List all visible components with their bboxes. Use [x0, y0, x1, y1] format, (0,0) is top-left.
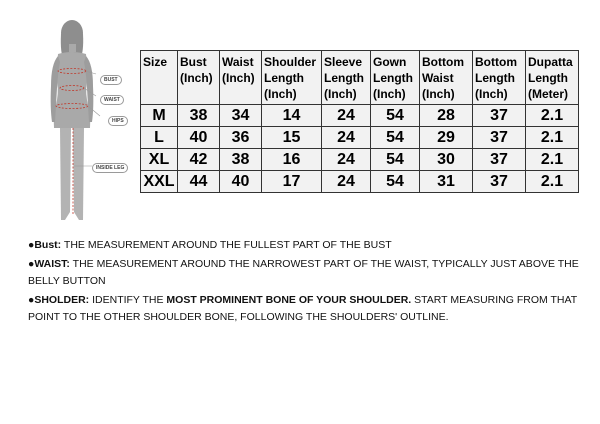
bottom-waist-cell: 29 [420, 127, 473, 149]
size-cell: L [141, 127, 178, 149]
bust-cell: 38 [178, 105, 220, 127]
shoulder-cell: 15 [262, 127, 322, 149]
inside-leg-label: INSIDE LEG [92, 163, 128, 173]
bottom-length-cell: 37 [473, 171, 526, 193]
table-header-row [141, 51, 579, 105]
note-text: THE MEASUREMENT AROUND THE NARROWEST PART OF THE WAIST, TYPICALLY JUST ABOVE THE BELLY BUTTON [28, 258, 579, 287]
dupatta-cell: 2.1 [526, 127, 579, 149]
bottom-waist-cell: 28 [420, 105, 473, 127]
shoulder-cell: 17 [262, 171, 322, 193]
shoulder-cell: 16 [262, 149, 322, 171]
waist-cell: 40 [220, 171, 262, 193]
bust-cell: 40 [178, 127, 220, 149]
gown-cell: 54 [371, 105, 420, 127]
waist-cell: 34 [220, 105, 262, 127]
bottom-length-cell: 37 [473, 127, 526, 149]
bottom-waist-cell: 31 [420, 171, 473, 193]
header-shoulder-length: Shoulder Length (Inch) [262, 51, 322, 105]
header-sleeve-length: Sleeve Length (Inch) [322, 51, 371, 105]
waist-cell: 36 [220, 127, 262, 149]
bullet-icon: ● [28, 258, 35, 270]
header-waist: Waist (Inch) [220, 51, 262, 105]
header-gown-length: Gown Length (Inch) [371, 51, 420, 105]
note-text: START MEASURING FROM THAT POINT TO THE OTHER SHOULDER BONE, FOLLOWING THE SHOULDERS' OUTLINE. [28, 294, 577, 323]
note-term: WAIST: [34, 258, 70, 270]
sleeve-cell: 24 [322, 105, 371, 127]
table-row [141, 149, 579, 171]
gown-cell: 54 [371, 171, 420, 193]
waist-cell: 38 [220, 149, 262, 171]
note-term: SHOLDER: [34, 294, 90, 306]
header-bottom-waist: Bottom Waist (Inch) [420, 51, 473, 105]
bullet-icon: ● [28, 239, 35, 251]
body-measurement-figure [38, 16, 138, 228]
size-chart-table [140, 50, 579, 193]
size-cell: M [141, 105, 178, 127]
note-bust [28, 237, 588, 254]
table-row [141, 127, 579, 149]
note-shoulder [28, 292, 588, 326]
table-row [141, 105, 579, 127]
gown-cell: 54 [371, 127, 420, 149]
size-cell: XL [141, 149, 178, 171]
dupatta-cell: 2.1 [526, 171, 579, 193]
note-term: Bust: [34, 239, 62, 251]
gown-cell: 54 [371, 149, 420, 171]
note-waist [28, 256, 588, 290]
table-row [141, 171, 579, 193]
bottom-length-cell: 37 [473, 105, 526, 127]
header-bottom-length: Bottom Length (Inch) [473, 51, 526, 105]
hips-label: HIPS [108, 116, 128, 126]
bullet-icon: ● [28, 294, 35, 306]
measurement-notes [28, 237, 588, 328]
sleeve-cell: 24 [322, 149, 371, 171]
size-cell: XXL [141, 171, 178, 193]
bottom-length-cell: 37 [473, 149, 526, 171]
note-text: IDENTIFY THE [89, 294, 167, 306]
header-bust: Bust (Inch) [178, 51, 220, 105]
bust-cell: 42 [178, 149, 220, 171]
bust-label: BUST [100, 75, 122, 85]
dupatta-cell: 2.1 [526, 105, 579, 127]
note-emphasis: MOST PROMINENT BONE OF YOUR SHOULDER. [166, 294, 412, 306]
shoulder-cell: 14 [262, 105, 322, 127]
waist-label: WAIST [100, 95, 124, 105]
header-size: Size [141, 51, 178, 105]
sleeve-cell: 24 [322, 127, 371, 149]
dupatta-cell: 2.1 [526, 149, 579, 171]
header-dupatta-length: Dupatta Length (Meter) [526, 51, 579, 105]
sleeve-cell: 24 [322, 171, 371, 193]
bottom-waist-cell: 30 [420, 149, 473, 171]
bust-cell: 44 [178, 171, 220, 193]
note-text: THE MEASUREMENT AROUND THE FULLEST PART OF THE BUST [61, 239, 392, 251]
